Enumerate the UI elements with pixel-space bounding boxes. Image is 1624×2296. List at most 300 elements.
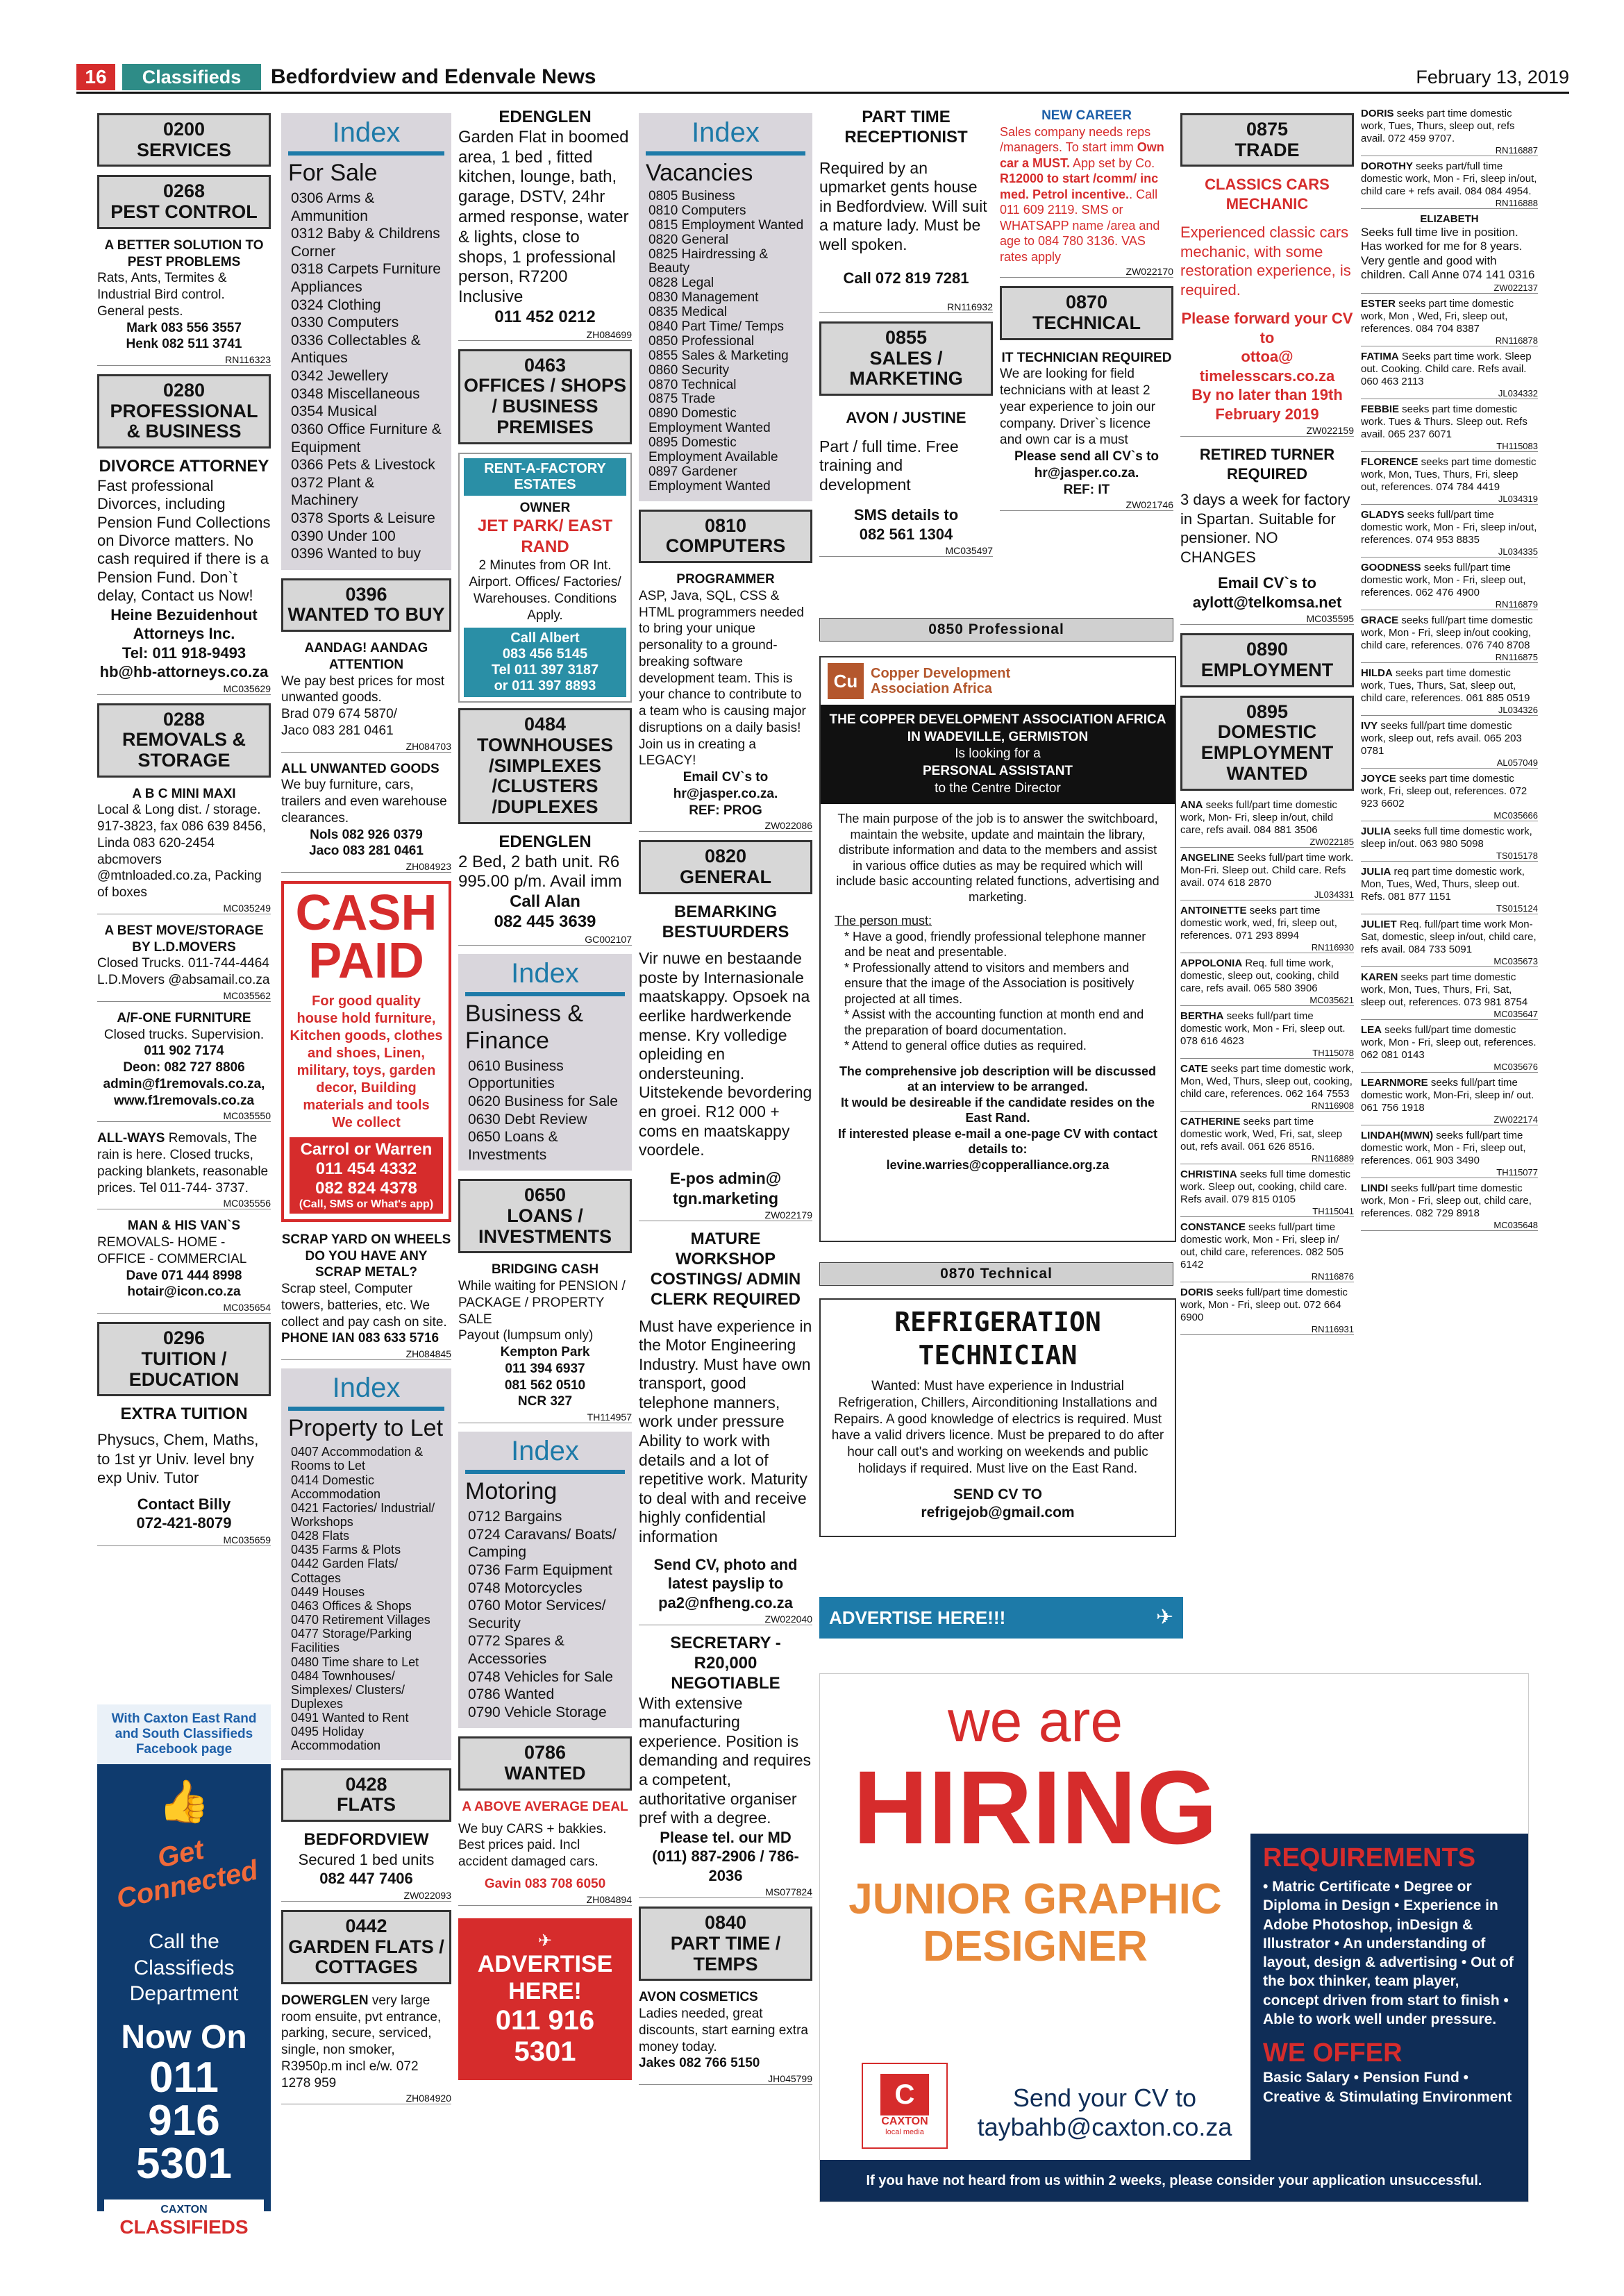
ad-ref: MC035666 [1361, 810, 1538, 821]
ad-ref: ZW022185 [1180, 837, 1354, 848]
listing-text: seeks part time domestic work. Tues & Thurs. Sleep out. Refs avail. 065 237 6071 [1361, 403, 1527, 440]
ad-ref: ZW022137 [1361, 283, 1538, 294]
ad-location: Kempton Park [500, 1345, 590, 1360]
cda-body: The main purpose of the job is to answer the switchboard, maintain the website, update and maintain the library, distribute information and data to the members and assist in various office duties as may be required which will include basic accounting related functions, advertising and marketing. [836, 812, 1160, 904]
index-item[interactable]: 0620 Business for Sale [468, 1093, 618, 1109]
ad-heading: A BETTER SOLUTION TO PEST PROBLEMS [104, 237, 264, 269]
index-item[interactable]: 0407 Accommodation & Rooms to Let [291, 1445, 424, 1473]
ad-text: REMOVALS- HOME - OFFICE - COMMERCIAL [97, 1235, 247, 1266]
copper-logo-icon: Cu [828, 663, 864, 699]
advertise-phone: 011 916 5301 [495, 2004, 595, 2067]
index-item[interactable]: 0815 Employment Wanted [648, 217, 804, 233]
promo-get-connected: Get Connected [113, 1834, 261, 1915]
category-box-loans: 0650 LOANS / INVESTMENTS [458, 1179, 632, 1253]
ad-text: While waiting for PENSION / PACKAGE / PROPERTY SALE [458, 1279, 626, 1327]
index-item[interactable]: 0810 Computers [648, 203, 746, 218]
listing-text: seeks full time domestic work. Sleep out, cooking, child care. Refs avail. 079 815 0105 [1180, 1168, 1351, 1205]
listing-text: Seeks full time live in position. Has worked for me for 8 years. Very gentle and good with children. Call Anne 074 141 0316 [1361, 226, 1535, 282]
index-item[interactable]: 0650 Loans & Investments [468, 1129, 558, 1163]
listing-name: JULIA [1361, 865, 1391, 878]
index-item[interactable]: 0820 General [648, 232, 729, 247]
ad-ref: MC035673 [1361, 956, 1538, 967]
ad-heading: IT TECHNICIAN REQUIRED [1001, 350, 1172, 365]
airplane-icon: ✈ [1155, 1606, 1173, 1629]
ad-heading: EXTRA TUITION [120, 1405, 248, 1424]
hiring-email[interactable]: taybahb@caxton.co.za [977, 2113, 1232, 2141]
listing-text: req part time domestic work, Mon, Tues, Wed, Thurs, sleep out. Refs. 081 877 1151 [1361, 865, 1525, 903]
category-box-technical: 0870 TECHNICAL [1000, 286, 1173, 340]
ad-contact: Mark 083 556 3557 [126, 320, 242, 335]
domestic-listing [1361, 160, 1538, 198]
listing-text: seeks full/part time domestic work, Mon - Fri, sleep out. 072 664 6900 [1180, 1286, 1348, 1323]
domestic-listing [1180, 852, 1354, 889]
index-item[interactable]: 0342 Jewellery [291, 368, 389, 385]
ad-contact: 082 445 3639 [494, 912, 596, 931]
column-5 [819, 108, 993, 649]
ad-text: Garden Flat in boomed area, 1 bed , fitted kitchen, lounge, bath, garage, DSTV, 24hr armed response, water & lights, close to shops, 1 professional person, R7200 Inclusive [458, 127, 629, 307]
ad-contact: SMS details to [853, 506, 959, 524]
ad-heading: ALL UNWANTED GOODS [281, 761, 440, 776]
ad-text: Please forward your CV to [1181, 310, 1353, 346]
ad-ref: ZW022093 [281, 1890, 451, 1902]
ad-ref: TH115041 [1180, 1206, 1354, 1217]
index-item[interactable]: 0306 Arms & Ammunition [291, 190, 375, 224]
category-box-professional: 0280 PROFESSIONAL & BUSINESS [97, 374, 271, 449]
ad-ref: MC035556 [97, 1198, 271, 1209]
ad-text: Required by an upmarket gents house in Bedfordview. Will suit a mature lady. Must be well spoken. [819, 158, 987, 253]
ad-ref: ZW022170 [1000, 266, 1173, 278]
ad-text: Ladies needed, great discounts, start earning extra money today. [639, 2006, 808, 2054]
listing-name: LINDAH(MWN) [1361, 1129, 1434, 1141]
domestic-listing [1361, 614, 1538, 652]
listing-text: Seeks full/part time work. Mon-Fri. Sleep out. Child care. Refs avail. 074 618 2870 [1180, 851, 1354, 889]
ad-contact: Gavin 083 708 6050 [484, 1876, 606, 1891]
domestic-listing [1361, 773, 1538, 810]
index-item[interactable]: 0354 Musical [291, 403, 377, 420]
ad-ref: RN116908 [1180, 1100, 1354, 1112]
domestic-listing [1361, 1130, 1538, 1167]
ad-text: With extensive manufacturing experience. Position is demanding and requires a competent, authoritative organiser pref with a degree. [639, 1693, 812, 1827]
listing-text: seeks full/part time domestic work, Mon-Fri, sleep in/ out. 061 756 1918 [1361, 1076, 1534, 1114]
index-item[interactable]: 0366 Pets & Livestock [291, 457, 435, 474]
index-item[interactable]: 0348 Miscellaneous [291, 385, 420, 402]
category-box-flats: 0428 FLATS [281, 1768, 451, 1822]
promo-now-on: Now On [121, 2018, 247, 2056]
listing-text: seeks part time domestic work, Mon, Wed, Thurs, sleep out, cooking, child care, references. 062 164 7553 [1180, 1062, 1354, 1100]
index-item[interactable]: 0312 Baby & Childrens Corner [291, 226, 440, 260]
index-item[interactable]: 0396 Wanted to buy [291, 546, 421, 562]
domestic-listing [1361, 403, 1538, 441]
listing-text: seeks full/part time domestic work, Mon - Fri, sleep in/ out, child care, references. 082 505 6142 [1180, 1221, 1344, 1271]
listing-name: LINDI [1361, 1182, 1389, 1194]
ad-ref: JL034335 [1361, 546, 1538, 558]
column-3 [458, 108, 632, 2225]
index-item[interactable]: 0330 Computers [291, 315, 399, 331]
hiring-footer: If you have not heard from us within 2 weeks, please consider your application unsuccessful. [820, 2160, 1528, 2202]
domestic-listing [1361, 971, 1538, 1009]
index-item[interactable]: 0860 Security [648, 362, 730, 378]
domestic-listing [1361, 298, 1538, 335]
category-box-trade: 0875 TRADE [1180, 113, 1354, 167]
listing-text: Req. full time work, domestic, sleep out, cooking, child care, refs avail. 065 580 3906 [1180, 957, 1339, 994]
category-box-wanted-to-buy: 0396 WANTED TO BUY [281, 578, 451, 632]
domestic-listings [1180, 799, 1354, 1335]
ad-ref: ZW021746 [1000, 499, 1173, 511]
ad-heading: A B C MINI MAXI [132, 786, 236, 801]
cda-requirement: * Professionally attend to visitors and members and ensure that the image of the Association is positively projected at all times. [844, 960, 1135, 1006]
caxton-logo-icon: C [880, 2074, 929, 2115]
index-item[interactable]: 0895 Domestic Employment Available [648, 435, 778, 465]
cda-text: to the Centre Director [935, 780, 1061, 796]
ad-ref: MC035654 [97, 1302, 271, 1314]
index-item[interactable]: 0336 Collectables & Antiques [291, 332, 421, 367]
listing-name: DOROTHY [1361, 160, 1413, 172]
index-heading: Index [288, 117, 444, 156]
column-8 [1361, 108, 1538, 1659]
listing-name: ANGELINE [1180, 851, 1234, 864]
domestic-listing [1361, 866, 1538, 903]
listing-text: seeks full/part time domestic work, Mon- Fri, sleep in/out, child care, refs avail. 084 881 3506 [1180, 798, 1337, 836]
index-item[interactable]: 0442 Garden Flats/ Cottages [291, 1557, 399, 1585]
ad-text: Sales company needs reps /managers. To start imm Own car a MUST. App set by Co. R12000 to start /comm/ inc med. Petrol incentive.. Call 011 609 2119. SMS or WHATSAPP name /area and age to 084 780 3136. VAS rates apply [1000, 124, 1164, 264]
refrigeration-ad [819, 1298, 1176, 1537]
index-item[interactable]: 0390 Under 100 [291, 528, 396, 544]
ad-ref: ZW022159 [1180, 425, 1354, 437]
ad-contact[interactable]: Send CV, photo and latest payslip to pa2@nfheng.co.za [653, 1555, 798, 1611]
ad-ref: MC035497 [819, 545, 993, 557]
index-item[interactable]: 0610 Business Opportunities [468, 1057, 564, 1092]
listing-name: CATE [1180, 1062, 1208, 1075]
index-item[interactable]: 0435 Farms & Plots [291, 1543, 401, 1557]
category-box-part-time: 0840 PART TIME / TEMPS [639, 1907, 812, 1981]
domestic-listing [1361, 1077, 1538, 1114]
index-motoring [458, 1432, 632, 1728]
index-item[interactable]: 0890 Domestic Employment Wanted [648, 406, 771, 436]
listing-name: KAREN [1361, 971, 1398, 983]
cda-close: It would be desireable if the candidate resides on the East Rand. [840, 1095, 1155, 1125]
index-item[interactable]: 0484 Townhouses/ Simplexes/ Clusters/ Duplexes [291, 1668, 405, 1711]
ad-ref: JL034326 [1361, 705, 1538, 716]
index-list [646, 190, 805, 494]
domestic-listing [1361, 1024, 1538, 1062]
ad-ref: TH114957 [458, 1411, 632, 1423]
listing-name: APPOLONIA [1180, 957, 1243, 969]
ad-text: We are looking for field technicians with at least 2 year experience to join our company. Driver`s licence and own car is a must [1000, 367, 1155, 448]
index-item[interactable]: 0760 Motor Services/ Security [468, 1598, 606, 1632]
cda-logo-text: Association Africa [871, 681, 992, 696]
ad-ref: MC035249 [97, 903, 271, 914]
ad-location: JET PARK/ EAST RAND [477, 517, 613, 557]
ad-text: Must have experience in the Motor Engineering Industry. Must have own transport, good telephone manners, work under pressure Ability to work with details and a lot of repetitive work. Maturity to deal with and receive highly confidential information [639, 1316, 812, 1546]
hiring-role: DESIGNER [923, 1922, 1148, 1971]
index-item[interactable]: 0324 Clothing [291, 296, 381, 313]
index-title: Motoring [465, 1478, 558, 1505]
ad-contact: Jaco 083 281 0461 [309, 844, 424, 859]
ad-contact: 081 562 0510 [504, 1377, 586, 1393]
ad-heading: A ABOVE AVERAGE DEAL [462, 1799, 628, 1814]
ad-ref: ZH084923 [281, 861, 451, 873]
domestic-listing [1361, 720, 1538, 757]
ad-ref: GC002107 [458, 934, 632, 946]
cda-position: PERSONAL ASSISTANT [922, 764, 1073, 779]
index-item[interactable]: 0748 Vehicles for Sale [468, 1668, 613, 1685]
ad-text: DOWERGLEN very large room ensuite, pvt entrance, parking, secure, serviced, single, non smoker, R3950p.m incl e/w. 072 1278 959 [281, 1993, 442, 2090]
column-4 [639, 108, 812, 2225]
ad-ref: MC035648 [1361, 1220, 1538, 1231]
index-item[interactable]: 0712 Bargains [468, 1509, 562, 1525]
paid-title: PAID [308, 932, 424, 989]
airplane-icon: ✈ [537, 1931, 553, 1950]
index-item[interactable]: 0805 Business [648, 189, 735, 203]
section-label: Classifieds [122, 64, 261, 90]
ad-text: Local & Long dist. / storage. 917-3823, fax 086 639 8456, Linda 083 620-2454 abcmovers @mtnloaded.co.za, Packing of boxes [97, 803, 266, 900]
ad-email[interactable]: ottoa@ timelesscars.co.za [1199, 348, 1335, 385]
hiring-send: Send your CV to [1012, 2084, 1197, 2112]
listing-text: seeks part time domestic work, Tues, Thurs, sleep out, refs avail. 072 459 9707. [1361, 108, 1515, 144]
ad-ref: MC035595 [1180, 613, 1354, 625]
ad-email[interactable]: hr@jasper.co.za. [1034, 465, 1139, 480]
cda-requirement: * Assist with the accounting function at month end and the preparation of board documentation. [844, 1007, 1144, 1037]
domestic-listing [1180, 1168, 1354, 1206]
index-title: Vacancies [646, 160, 753, 186]
ad-email[interactable]: hr@jasper.co.za. [673, 786, 778, 801]
index-item[interactable]: 0630 Debt Review [468, 1111, 587, 1128]
index-item[interactable]: 0850 Professional [648, 333, 755, 349]
ad-contact: Jakes 082 766 5150 [639, 2056, 760, 2071]
advertise-here-banner[interactable]: ADVERTISE HERE!!! ✈ [819, 1597, 1183, 1639]
ad-heading: BEDFORDVIEW [303, 1830, 429, 1850]
index-item[interactable]: 0786 Wanted [468, 1686, 555, 1703]
promo-logo: CAXTON [160, 2203, 208, 2215]
index-heading: Index [465, 958, 625, 996]
index-item[interactable]: 0470 Retirement Villages [291, 1613, 430, 1627]
ad-ref: RN116323 [97, 354, 271, 366]
index-item[interactable]: 0491 Wanted to Rent [291, 1711, 409, 1725]
hiring-ad [819, 1673, 1529, 2202]
domestic-listing [1361, 351, 1538, 388]
ad-heading: AVON / JUSTINE [846, 409, 966, 427]
ad-email[interactable]: aylott@telkomsa.net [1192, 593, 1342, 611]
index-heading: Index [465, 1436, 625, 1474]
hiring-offers: Basic Salary • Pension Fund • Creative & Stimulating Environment [1263, 2070, 1512, 2105]
listing-name: ELIZABETH [1420, 213, 1479, 225]
caxton-logo-text: CAXTON [881, 2115, 928, 2127]
hiring-we-are: we are [947, 1689, 1123, 1754]
category-box-general: 0820 GENERAL [639, 840, 812, 894]
ad-ref: ZH084703 [281, 741, 451, 753]
category-box-wanted: 0786 WANTED [458, 1736, 632, 1790]
hiring-requirements-heading: REQUIREMENTS [1263, 1843, 1476, 1872]
listing-name: JULIA [1361, 825, 1391, 837]
ad-contact: Henk 082 511 3741 [126, 337, 242, 352]
listing-name: HILDA [1361, 667, 1393, 679]
index-item[interactable]: 0830 Management [648, 290, 759, 305]
ad-email[interactable]: hb@hb-attorneys.co.za [99, 663, 269, 681]
cda-text: Is looking for a [955, 746, 1041, 762]
refrig-email[interactable]: refrigejob@gmail.com [921, 1504, 1075, 1520]
listing-text: seeks full/part time domestic work, sleep out, refs avail. 065 203 0781 [1361, 719, 1522, 757]
listing-name: DORIS [1180, 1286, 1214, 1298]
ad-email[interactable]: admin@f1removals.co.za, [103, 1076, 265, 1091]
index-item[interactable]: 0449 Houses [291, 1584, 365, 1599]
index-item[interactable]: 0875 Trade [648, 392, 716, 407]
ad-heading: A BEST MOVE/STORAGE BY L.D.MOVERS [104, 923, 264, 955]
ad-ref: MC035621 [1180, 995, 1354, 1006]
listing-text: seeks part time domestic work, Mon , Wed, Fri, sleep out, references. 084 704 8387 [1361, 297, 1514, 335]
category-box-services: 0200 SERVICES [97, 113, 271, 167]
ad-heading: NEW CAREER [1041, 108, 1132, 123]
ad-ref: TS015124 [1361, 903, 1538, 914]
ad-contact: or 011 397 8893 [494, 678, 596, 694]
category-box-townhouses: 0484 TOWNHOUSES /SIMPLEXES /CLUSTERS /DUPLEXES [458, 708, 632, 823]
index-item[interactable]: 0724 Caravans/ Boats/ Camping [468, 1526, 617, 1561]
ad-heading: EDENGLEN [499, 832, 592, 851]
ad-heading: AANDAG! AANDAG ATTENTION [304, 641, 428, 672]
index-item[interactable]: 0428 Flats [291, 1529, 350, 1543]
ad-text: Vir nuwe en bestaande poste by Internasionale maatskappy. Opsoek na eerlike hardwerkende mense. Kry volledige opleiding en ondersteuning. Uitstekende bevordering en groei. R12 000 + coms en maatskappy voordele. [639, 949, 812, 1159]
domestic-listing [1361, 456, 1538, 494]
ad-contact: 011 902 7174 [144, 1044, 224, 1059]
advertise-here-ad[interactable] [458, 1918, 632, 2080]
listing-text: seeks full/part time domestic work, Mon - Fri, sleep out, references. 062 476 4900 [1361, 561, 1526, 598]
index-item[interactable]: 0828 Legal [648, 276, 714, 291]
listing-text: seeks full/part time domestic work, Mon - Fri, sleep out, child care, references. 082 729 8918 [1361, 1182, 1532, 1219]
index-item[interactable]: 0748 Motorcycles [468, 1579, 583, 1596]
category-box-domestic: 0895 DOMESTIC EMPLOYMENT WANTED [1180, 696, 1354, 791]
refrig-title: REFRIGERATION [894, 1307, 1101, 1337]
thumbs-up-icon: 👍 [158, 1778, 210, 1825]
domestic-listing [1361, 919, 1538, 956]
ad-heading: SECRETARY - R20,000 NEGOTIABLE [670, 1634, 781, 1693]
ad-text: We buy CARS + bakkies. Best prices paid. Incl accident damaged cars. [458, 1821, 607, 1870]
index-item[interactable]: 0790 Vehicle Storage [468, 1704, 607, 1720]
ad-contact: Jaco 083 281 0461 [281, 723, 394, 738]
refrig-send: SEND CV TO [953, 1486, 1042, 1502]
ad-ref: JL034331 [1180, 889, 1354, 900]
domestic-listing [1180, 957, 1354, 995]
ad-contact: 083 456 5145 [502, 646, 588, 662]
ad-ref: JL034319 [1361, 494, 1538, 505]
listing-name: IVY [1361, 719, 1378, 732]
ad-text: Closed Trucks. 011-744-4464 L.D.Movers @absamail.co.za [97, 956, 270, 988]
domestic-listing [1180, 799, 1354, 837]
index-item[interactable]: 0855 Sales & Marketing [648, 348, 789, 363]
category-box-removals: 0288 REMOVALS & STORAGE [97, 703, 271, 778]
ad-ref: RN116889 [1180, 1153, 1354, 1164]
ad-ref: ZH084845 [281, 1348, 451, 1360]
ad-ref: ZH084894 [458, 1894, 632, 1906]
ad-contact: Please tel. our MD [660, 1828, 792, 1846]
category-box-offices: 0463 OFFICES / SHOPS / BUSINESS PREMISES [458, 349, 632, 444]
index-item[interactable]: 0897 Gardener Employment Wanted [648, 464, 771, 494]
ad-text: Physucs, Chem, Maths, to 1st yr Univ. level bny exp Univ. Tutor [97, 1431, 259, 1487]
cda-must-heading: The person must: [835, 914, 932, 928]
copper-development-ad [819, 656, 1176, 1242]
index-item[interactable]: 0870 Technical [648, 377, 737, 392]
ad-ref-code: REF: PROG [689, 803, 762, 818]
ad-text: For good quality house hold furniture, Kitchen goods, clothes and shoes, Linen, military, toys, garden decor, Building materials and tools [290, 993, 443, 1113]
ad-ref: MS077824 [639, 1886, 812, 1898]
index-item[interactable]: 0360 Office Furniture & Equipment [291, 421, 442, 455]
hiring-title: HIRING [853, 1749, 1218, 1866]
ad-ref: JH045799 [639, 2073, 812, 2085]
index-item[interactable]: 0414 Domestic Accommodation [291, 1473, 381, 1501]
ad-email[interactable]: E-pos admin@ tgn.marketing [669, 1168, 782, 1207]
ad-text: Email CV`s to [1218, 574, 1316, 592]
refrig-text: Wanted: Must have experience in Industrial Refrigeration, Chillers, Airconditioning Installations and Repairs. A good knowledge of electrics is required. Must have a valid drivers licence. Must be prepared to do after hour call out's and working on weekends and public holidays if required. Must live on the East Rand. [831, 1379, 1164, 1476]
category-box-tuition: 0296 TUITION / EDUCATION [97, 1322, 271, 1396]
ad-contact: Tel 011 397 3187 [491, 662, 599, 678]
index-list [465, 1508, 625, 1721]
cash-paid-ad [281, 881, 451, 1222]
index-title: For Sale [288, 160, 378, 186]
ad-ref: MC035629 [97, 683, 271, 695]
ad-ref: ZH084699 [458, 329, 632, 341]
ad-heading: PROGRAMMER [676, 572, 775, 587]
promo-facebook-text: With Caxton East Rand and South Classifieds Facebook page [97, 1704, 271, 1764]
listing-name: BERTHA [1180, 1009, 1224, 1022]
ad-contact: Contact Billy [137, 1495, 231, 1513]
index-item[interactable]: 0421 Factories/ Industrial/ Workshops [291, 1500, 435, 1529]
category-box-pest-control: 0268 PEST CONTROL [97, 175, 271, 228]
index-item[interactable]: 0477 Storage/Parking Facilities [291, 1627, 412, 1655]
listing-name: LEA [1361, 1023, 1382, 1036]
ad-heading: CLASSICS CARS MECHANIC [1205, 176, 1330, 212]
cda-email[interactable]: levine.warries@copperalliance.org.za [886, 1157, 1110, 1172]
ad-website[interactable]: www.f1removals.co.za [113, 1093, 255, 1108]
hiring-requirements: • Matric Certificate • Degree or Diploma in Design • Experience in Adobe Photoshop, inDesign & Illustrator • An understanding of layout, design & advertising • Out of the box thinker, team player, concept driven from start to finish • Able to work well under pressure. [1263, 1879, 1514, 2028]
index-item[interactable]: 0736 Farm Equipment [468, 1561, 612, 1578]
index-item[interactable]: 0495 Holiday Accommodation [291, 1725, 381, 1753]
index-item[interactable]: 0772 Spares & Accessories [468, 1633, 564, 1668]
classifieds-promo [97, 1704, 271, 2238]
domestic-listing [1361, 509, 1538, 546]
category-box-employment: 0890 EMPLOYMENT [1180, 633, 1354, 687]
index-item[interactable]: 0463 Offices & Shops [291, 1598, 412, 1613]
index-item[interactable]: 0318 Carpets Furniture Appliances [291, 261, 441, 296]
ad-ref: MC035659 [97, 1534, 271, 1546]
issue-date: February 13, 2019 [1416, 67, 1569, 87]
ad-contact: Heine Bezuidenhout Attorneys Inc. [110, 605, 258, 643]
index-item[interactable]: 0372 Plant & Machinery [291, 474, 375, 509]
domestic-listing [1180, 1063, 1354, 1100]
listing-name: CHRISTINA [1180, 1168, 1237, 1180]
ad-heading: RENT-A-FACTORY ESTATES [464, 458, 626, 496]
index-item[interactable]: 0480 Time share to Let [291, 1654, 419, 1669]
index-item[interactable]: 0840 Part Time/ Temps [648, 319, 785, 335]
ad-heading: MATURE WORKSHOP COSTINGS/ ADMIN CLERK REQUIRED [650, 1230, 801, 1309]
listing-text: seeks full/part time domestic work, Mon - Fri, sleep out, references. 062 081 0143 [1361, 1023, 1537, 1061]
ad-text: Please send all CV`s to [1014, 449, 1160, 464]
category-box-garden-flats: 0442 GARDEN FLATS / COTTAGES [281, 1910, 451, 1984]
domestic-listing [1180, 1010, 1354, 1048]
ad-heading: RETIRED TURNER REQUIRED [1199, 446, 1335, 483]
ad-email[interactable]: hotair@icon.co.za [127, 1284, 241, 1300]
domestic-listing [1180, 1221, 1354, 1271]
page-header [76, 64, 1569, 94]
cda-logo-text: Copper Development [871, 666, 1011, 681]
refrig-title: TECHNICIAN [918, 1339, 1078, 1371]
index-item[interactable]: 0825 Hairdressing & Beauty [648, 246, 769, 276]
ad-ref: RN116875 [1361, 652, 1538, 663]
promo-logo-text: CLASSIFIEDS [119, 2215, 249, 2238]
index-item[interactable]: 0835 Medical [648, 305, 728, 320]
index-item[interactable]: 0378 Sports & Leisure [291, 510, 435, 526]
advertise-label: ADVERTISE HERE! [477, 1950, 613, 2004]
listing-name: ESTER [1361, 297, 1396, 310]
ad-text: General pests. [97, 303, 183, 319]
ad-heading: EDENGLEN [499, 108, 592, 126]
